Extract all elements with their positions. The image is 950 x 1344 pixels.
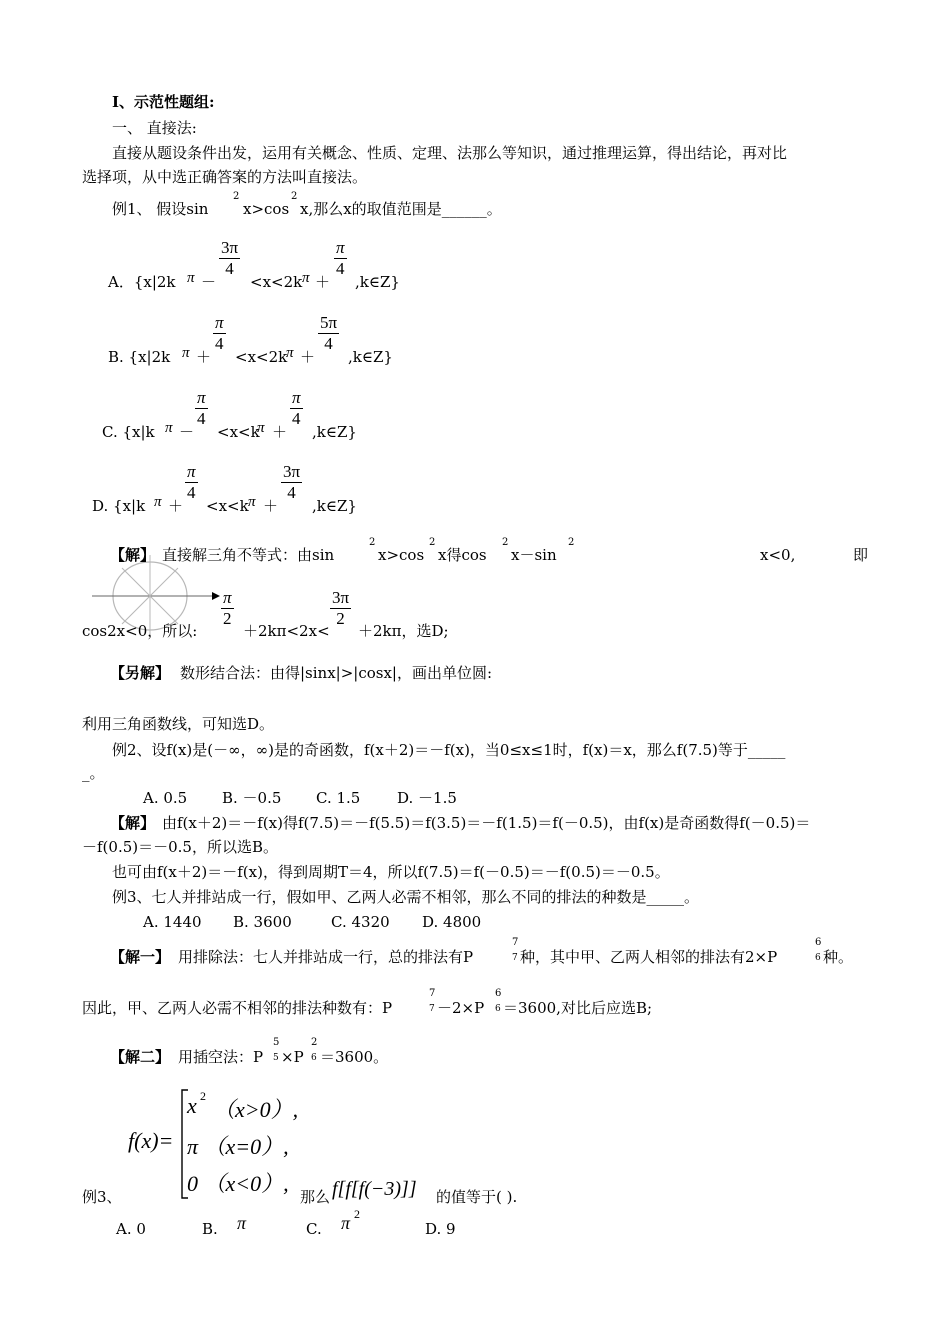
opt-c-plus: ＋: [272, 423, 288, 441]
piecewise-case1-exp: 2: [200, 1089, 206, 1103]
ex1-sol-c: x得cos: [438, 546, 487, 564]
ex1-sol-label: 【解】: [110, 546, 156, 564]
ex1-alt-label: 【另解】: [110, 664, 171, 682]
ex1-question-a: 例1、 假设sin: [112, 200, 209, 218]
ex4-option-b-pi: π: [237, 1213, 247, 1233]
opt-d-frac1-num: π: [187, 462, 196, 481]
piecewise-case1-x: x: [187, 1093, 197, 1118]
ex3-sol1-line2-a: 因此，甲、乙两人必需不相邻的排法种数有：P: [82, 999, 393, 1017]
opt-b-frac2-den: 4: [324, 334, 333, 353]
ex1-sol2-frac2-num: 3π: [332, 588, 350, 607]
x-axis-arrow-icon: [212, 592, 220, 600]
opt-b-lt: <x<2k: [235, 348, 288, 366]
opt-c-pre: C. {x|k: [102, 423, 155, 441]
opt-a-post: ,k∈Z}: [355, 273, 400, 291]
ex1-sol2-frac1-den: 2: [223, 609, 232, 628]
opt-d-lt: <x<k: [206, 497, 249, 515]
ex3-sol1-line2-c: ＝3600,对比后应选B;: [503, 999, 653, 1017]
ex3-sol1-p7-bottom: 7: [512, 953, 518, 963]
ex3-sol1-p6-top: 6: [815, 937, 822, 948]
method-desc-line1: 直接从题设条件出发，运用有关概念、性质、定理、法那么等知识，通过推理运算，得出结论，再对比: [112, 144, 788, 162]
opt-a-frac2-num: π: [336, 238, 345, 257]
ex3-sol1-p6-bottom: 6: [815, 953, 821, 963]
ex2-sol-line3: 也可由f(x＋2)＝－f(x)，得到周期T＝4，所以f(7.5)＝f(－0.5)＝－f(0.5)＝－0.5。: [112, 863, 670, 881]
ex3-sol1-line2-p6-top: 6: [495, 988, 502, 999]
opt-c-frac1-num: π: [197, 388, 206, 407]
ex2-sol-line1: 由f(x＋2)＝－f(x)得f(7.5)＝－f(5.5)＝f(3.5)＝－f(1.5)＝f(－0.5)，由f(x)是奇函数得f(－0.5)＝: [162, 814, 811, 832]
opt-c-frac1: [195, 388, 208, 429]
opt-c-frac2-den: 4: [292, 409, 301, 428]
ex4-option-d: D. 9: [425, 1220, 456, 1238]
opt-d-plus2: ＋: [263, 497, 279, 515]
ex2-question-line1: 例2、设f(x)是(－∞，∞)是的奇函数，f(x＋2)＝－f(x)，当0≤x≤1时，f(x)＝x，那么f(7.5)等于_____: [112, 741, 786, 759]
ex2-option-c: C. 1.5: [316, 789, 361, 807]
ex1-sol-a: 直接解三角不等式：由sin: [162, 546, 335, 564]
ex3-sol2-p5-top: 5: [273, 1037, 280, 1048]
opt-c-post: ,k∈Z}: [312, 423, 357, 441]
ex3-sol1-label: 【解一】: [110, 948, 171, 966]
ex1-sol-d: x－sin: [511, 546, 557, 564]
ex4-label: 例3、: [82, 1188, 122, 1206]
ex1-sol-exp2: 2: [429, 537, 436, 548]
opt-b-pi2: π: [286, 345, 294, 361]
piecewise-case3: 0 （x<0）,: [187, 1171, 289, 1196]
opt-b-plus1: ＋: [196, 348, 212, 366]
ex1-sol2-frac1-num: π: [223, 588, 232, 607]
opt-a-frac1: [219, 238, 240, 279]
ex3-question: 例3、七人并排站成一行，假如甲、乙两人必需不相邻，那么不同的排法的种数是_____。: [112, 888, 700, 906]
ex3-sol1-line2-p6-bottom: 6: [495, 1004, 501, 1014]
opt-a-pi2: π: [302, 270, 310, 286]
ex3-sol1-p7-top: 7: [512, 937, 519, 948]
opt-a-plus: ＋: [315, 273, 331, 291]
ex1-sol2-b: ＋2kπ<2x<: [243, 622, 330, 640]
opt-d-pi1: π: [154, 494, 162, 510]
opt-c-frac2-num: π: [292, 388, 301, 407]
piecewise-case1-cond: （x>0）,: [213, 1097, 299, 1122]
ex1-sol2-frac2: [330, 588, 351, 629]
ex3-sol2-p2-top: 2: [311, 1037, 318, 1048]
ex3-option-a: A. 1440: [143, 913, 202, 931]
opt-c-frac2: [290, 388, 303, 429]
ex4-option-a: A. 0: [116, 1220, 146, 1238]
ex1-sol2-a: cos2x<0，所以:: [82, 622, 198, 640]
piecewise-case2: π （x=0）,: [187, 1134, 289, 1159]
opt-b-pi1: π: [182, 345, 190, 361]
piecewise-fx: f(x)=: [128, 1128, 174, 1153]
opt-c-pi2: π: [257, 420, 265, 436]
opt-d-plus1: ＋: [168, 497, 184, 515]
method-heading: 一、 直接法:: [112, 119, 197, 137]
ex4-option-c-pi: π: [341, 1213, 351, 1233]
ex1-sol-exp1: 2: [369, 537, 376, 548]
ex3-sol2-label: 【解二】: [110, 1048, 171, 1066]
ex1-alt-text: 数形结合法：由得|sinx|>|cosx|，画出单位圆:: [180, 664, 493, 682]
opt-c-frac1-den: 4: [197, 409, 206, 428]
opt-d-frac2-num: 3π: [283, 462, 301, 481]
ex1-exp-2a: 2: [233, 191, 240, 202]
opt-c-lt: <x<k: [217, 423, 260, 441]
ex2-sol-line2: －f(0.5)＝－0.5，所以选B。: [82, 838, 278, 856]
ex1-exp-2b: 2: [291, 191, 298, 202]
opt-b-frac2: [318, 313, 339, 354]
ex2-option-a: A. 0.5: [143, 789, 188, 807]
ex1-alt-conclusion: 利用三角函数线，可知选D。: [82, 715, 275, 733]
ex1-sol-b: x>cos: [378, 546, 425, 564]
opt-d-post: ,k∈Z}: [312, 497, 357, 515]
ex1-sol2-frac2-den: 2: [336, 609, 345, 628]
ex3-sol2-b: ×P: [281, 1048, 304, 1066]
ex4-option-c-exp: 2: [354, 1207, 360, 1221]
opt-d-frac2-den: 4: [287, 483, 296, 502]
section-title: Ⅰ、示范性题组:: [112, 93, 215, 111]
ex2-sol-label: 【解】: [110, 814, 156, 832]
ex1-sol-f: 即: [853, 546, 869, 564]
ex4-tail: 的值等于( ).: [436, 1188, 518, 1206]
opt-d-pre: D. {x|k: [92, 497, 146, 515]
ex4-option-c: C.: [306, 1220, 322, 1238]
opt-a-pre: A．{x|2k: [108, 273, 176, 291]
ex3-sol2-a: 用插空法：P: [178, 1048, 264, 1066]
ex1-sol-e: x<0,: [760, 546, 796, 564]
opt-a-frac2-den: 4: [336, 259, 345, 278]
method-desc-line2: 选择项，从中选正确答案的方法叫直接法。: [82, 168, 368, 186]
opt-d-frac1: [185, 462, 198, 503]
ex2-question-line2: _。: [82, 764, 105, 782]
opt-b-pre: B. {x|2k: [108, 348, 171, 366]
ex4-expression: f[f[f(−3)]]: [332, 1178, 417, 1200]
opt-c-pi1: π: [165, 420, 173, 436]
opt-a-frac2: [334, 238, 347, 279]
opt-d-frac1-den: 4: [187, 483, 196, 502]
opt-a-pi1: π: [187, 270, 195, 286]
opt-a-minus: －: [201, 273, 217, 291]
opt-d-pi2: π: [248, 494, 256, 510]
ex1-sol2-c: ＋2kπ，选D;: [358, 622, 449, 640]
ex4-option-b: B.: [202, 1220, 218, 1238]
ex3-option-c: C. 4320: [331, 913, 390, 931]
opt-b-post: ,k∈Z}: [348, 348, 393, 366]
opt-c-minus: －: [179, 423, 195, 441]
ex3-sol1-line2-p7-bottom: 7: [429, 1004, 435, 1014]
ex2-option-d: D. －1.5: [397, 789, 457, 807]
ex3-option-b: B. 3600: [233, 913, 292, 931]
opt-d-frac2: [281, 462, 302, 503]
opt-a-frac1-num: 3π: [221, 238, 239, 257]
ex1-sol-exp3: 2: [502, 537, 509, 548]
opt-a-lt: <x<2k: [250, 273, 303, 291]
ex4-then: 那么: [300, 1188, 331, 1206]
opt-b-frac1-num: π: [215, 313, 224, 332]
ex3-option-d: D. 4800: [422, 913, 482, 931]
opt-b-frac2-num: 5π: [320, 313, 338, 332]
ex3-sol1-b: 种，其中甲、乙两人相邻的排法有2×P: [520, 948, 778, 966]
ex3-sol2-p5-bottom: 5: [273, 1053, 279, 1063]
ex3-sol1-line2-p7-top: 7: [429, 988, 436, 999]
ex1-sol2-frac1: [221, 588, 234, 629]
ex3-sol2-p6-bottom: 6: [311, 1053, 317, 1063]
ex3-sol1-a: 用排除法：七人并排站成一行，总的排法有P: [178, 948, 474, 966]
opt-b-frac1-den: 4: [215, 334, 224, 353]
ex2-option-b: B. －0.5: [222, 789, 282, 807]
ex3-sol2-c: ＝3600。: [320, 1048, 389, 1066]
ex1-question-c: x,那么x的取值范围是______。: [300, 200, 502, 218]
ex3-sol1-line2-b: －2×P: [437, 999, 485, 1017]
ex1-question-b: x>cos: [243, 200, 290, 218]
opt-a-frac1-den: 4: [225, 259, 234, 278]
opt-b-frac1: [213, 313, 226, 354]
opt-b-plus2: ＋: [300, 348, 316, 366]
ex1-sol-exp4: 2: [568, 537, 575, 548]
ex3-sol1-c: 种。: [823, 948, 854, 966]
